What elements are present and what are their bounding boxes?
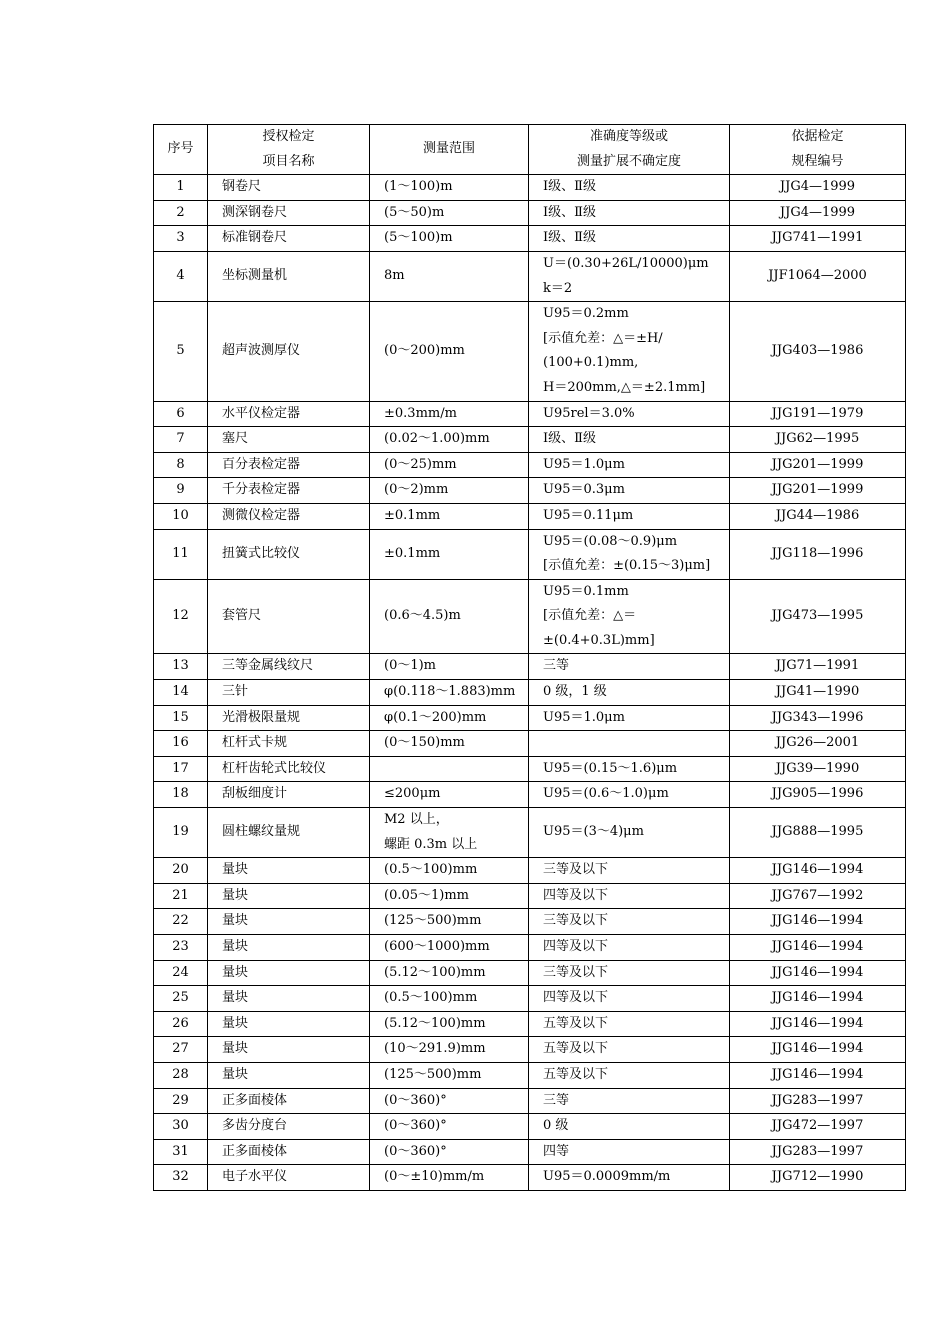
row-item: 量块 (208, 1011, 370, 1037)
row-accuracy (529, 503, 730, 529)
table-row (154, 529, 906, 579)
row-no: 19 (154, 808, 208, 858)
row-standard: JJG62—1995 (730, 427, 906, 453)
row-standard: JJG283—1997 (730, 1139, 906, 1165)
range-line: (0～360)° (384, 1118, 447, 1134)
row-standard: JJG146—1994 (730, 935, 906, 961)
header-standard-line: 依据检定 (791, 129, 844, 144)
row-no: 11 (154, 529, 208, 579)
row-standard: JJG712—1990 (730, 1165, 906, 1191)
row-accuracy (529, 200, 730, 226)
row-no: 26 (154, 1011, 208, 1037)
row-no: 10 (154, 503, 208, 529)
table-row (154, 654, 906, 680)
row-item: 量块 (208, 1037, 370, 1063)
header-range: 测量范围 (370, 125, 529, 175)
table-row (154, 705, 906, 731)
row-no: 9 (154, 478, 208, 504)
row-range (370, 529, 529, 579)
row-range (370, 478, 529, 504)
table-row (154, 175, 906, 201)
row-range (370, 731, 529, 757)
row-accuracy (529, 1114, 730, 1140)
table-row (154, 251, 906, 301)
row-item: 正多面棱体 (208, 1088, 370, 1114)
row-item: 光滑极限量规 (208, 705, 370, 731)
row-item: 电子水平仪 (208, 1165, 370, 1191)
row-accuracy (529, 909, 730, 935)
row-accuracy (529, 175, 730, 201)
table-row (154, 731, 906, 757)
table-row (154, 986, 906, 1012)
row-standard: JJG39—1990 (730, 756, 906, 782)
accuracy-line: U95rel＝3.0% (543, 405, 635, 421)
row-standard: JJG146—1994 (730, 960, 906, 986)
header-no: 序号 (154, 125, 208, 175)
header-row (154, 125, 906, 175)
row-item: 标准钢卷尺 (208, 226, 370, 252)
row-standard: JJG201—1999 (730, 452, 906, 478)
table-row (154, 478, 906, 504)
header-item-line: 项目名称 (262, 153, 315, 169)
row-range (370, 251, 529, 301)
accuracy-line: Ⅰ级、Ⅱ级 (543, 431, 596, 447)
table-row (154, 503, 906, 529)
row-item: 多齿分度台 (208, 1114, 370, 1140)
row-no: 32 (154, 1165, 208, 1191)
table-row (154, 883, 906, 909)
row-standard: JJG343—1996 (730, 705, 906, 731)
row-range (370, 909, 529, 935)
row-accuracy (529, 731, 730, 757)
row-range (370, 302, 529, 401)
row-range (370, 808, 529, 858)
row-range (370, 883, 529, 909)
row-item: 坐标测量机 (208, 251, 370, 301)
range-line: (0～25)mm (384, 456, 457, 472)
row-standard: JJG26—2001 (730, 731, 906, 757)
row-accuracy (529, 883, 730, 909)
header-accuracy-line: 准确度等级或 (589, 129, 668, 144)
row-range (370, 986, 529, 1012)
table-row (154, 302, 906, 401)
row-item: 量块 (208, 909, 370, 935)
row-range (370, 782, 529, 808)
accuracy-line: 三等 (543, 658, 570, 674)
accuracy-line: U95＝0.11μm (543, 507, 634, 523)
row-item: 量块 (208, 935, 370, 961)
table-row (154, 452, 906, 478)
table-row (154, 858, 906, 884)
accuracy-line: U95＝0.2mm (543, 306, 629, 322)
row-accuracy (529, 579, 730, 654)
range-line: (0～200)mm (384, 343, 465, 359)
accuracy-line: 三等及以下 (543, 862, 609, 878)
row-range (370, 858, 529, 884)
row-no: 15 (154, 705, 208, 731)
row-standard: JJG41—1990 (730, 680, 906, 706)
row-no: 28 (154, 1062, 208, 1088)
row-no: 22 (154, 909, 208, 935)
range-line: (0～1)m (384, 658, 437, 674)
row-item: 刮板细度计 (208, 782, 370, 808)
accuracy-line: 四等及以下 (543, 990, 609, 1006)
row-accuracy (529, 302, 730, 401)
row-item: 圆柱螺纹量规 (208, 808, 370, 858)
row-accuracy (529, 1165, 730, 1191)
table-row (154, 1114, 906, 1140)
row-range (370, 503, 529, 529)
row-no: 20 (154, 858, 208, 884)
row-standard: JJG146—1994 (730, 1011, 906, 1037)
range-line: (0～360)° (384, 1143, 447, 1159)
table-row (154, 1088, 906, 1114)
row-range (370, 175, 529, 201)
table-row (154, 579, 906, 654)
row-standard: JJF1064—2000 (730, 251, 906, 301)
accuracy-line: 五等及以下 (543, 1041, 609, 1057)
row-no: 6 (154, 401, 208, 427)
accuracy-line: 0 级 (543, 1118, 569, 1134)
row-item: 量块 (208, 858, 370, 884)
row-item: 量块 (208, 883, 370, 909)
range-line: (0.05～1)mm (384, 887, 470, 903)
row-item: 塞尺 (208, 427, 370, 453)
accuracy-line: 四等及以下 (543, 887, 609, 903)
row-range (370, 935, 529, 961)
row-no: 7 (154, 427, 208, 453)
row-range (370, 1088, 529, 1114)
range-line: (125～500)mm (384, 913, 482, 929)
row-standard: JJG767—1992 (730, 883, 906, 909)
row-accuracy (529, 251, 730, 301)
table-row (154, 427, 906, 453)
table-row (154, 935, 906, 961)
row-accuracy (529, 452, 730, 478)
row-range (370, 1062, 529, 1088)
row-item: 量块 (208, 986, 370, 1012)
accuracy-line: k＝2 (543, 280, 573, 296)
row-no: 1 (154, 175, 208, 201)
row-item: 杠杆式卡规 (208, 731, 370, 757)
row-accuracy (529, 529, 730, 579)
row-accuracy (529, 782, 730, 808)
range-line: (0.02～1.00)mm (384, 431, 490, 447)
row-accuracy (529, 986, 730, 1012)
row-item: 量块 (208, 960, 370, 986)
row-standard: JJG283—1997 (730, 1088, 906, 1114)
table-row (154, 808, 906, 858)
row-range (370, 680, 529, 706)
row-range (370, 1011, 529, 1037)
row-accuracy (529, 935, 730, 961)
row-accuracy (529, 680, 730, 706)
row-standard: JJG4—1999 (730, 200, 906, 226)
accuracy-line: 三等 (543, 1092, 570, 1108)
accuracy-line: U95＝0.3μm (543, 482, 625, 498)
table-row (154, 909, 906, 935)
range-line: (0.5～100)mm (384, 862, 478, 878)
row-accuracy (529, 1062, 730, 1088)
table-row (154, 1011, 906, 1037)
table-row (154, 1139, 906, 1165)
row-range (370, 756, 529, 782)
range-line: (0～150)mm (384, 735, 465, 751)
header-accuracy (529, 125, 730, 175)
row-no: 12 (154, 579, 208, 654)
table-body (154, 175, 906, 1191)
row-item: 百分表检定器 (208, 452, 370, 478)
row-range (370, 1037, 529, 1063)
range-line: (0～360)° (384, 1092, 447, 1108)
row-standard: JJG146—1994 (730, 1062, 906, 1088)
accuracy-line: U＝(0.30+26L/10000)μm (543, 255, 709, 271)
range-line: (5～100)m (384, 230, 453, 246)
row-accuracy (529, 1088, 730, 1114)
accuracy-line: 三等及以下 (543, 964, 609, 980)
range-line: (5.12～100)mm (384, 1015, 486, 1031)
row-item: 测深钢卷尺 (208, 200, 370, 226)
accuracy-line: [示值允差：±(0.15～3)μm] (543, 558, 711, 574)
row-accuracy (529, 960, 730, 986)
range-line: M2 以上， (384, 812, 449, 828)
row-item: 套管尺 (208, 579, 370, 654)
row-range (370, 1165, 529, 1191)
row-no: 13 (154, 654, 208, 680)
row-standard: JJG905—1996 (730, 782, 906, 808)
range-line: (0.6～4.5)m (384, 608, 461, 624)
table-row (154, 782, 906, 808)
accuracy-line: [示值允差：△＝ (543, 608, 637, 624)
accuracy-line: Ⅰ级、Ⅱ级 (543, 230, 596, 246)
row-no: 27 (154, 1037, 208, 1063)
range-line: (0～2)mm (384, 482, 449, 498)
row-no: 16 (154, 731, 208, 757)
row-range (370, 427, 529, 453)
row-range (370, 226, 529, 252)
row-standard: JJG146—1994 (730, 1037, 906, 1063)
row-no: 3 (154, 226, 208, 252)
row-item: 千分表检定器 (208, 478, 370, 504)
row-no: 14 (154, 680, 208, 706)
header-standard (730, 125, 906, 175)
range-line: (0.5～100)mm (384, 990, 478, 1006)
row-item: 扭簧式比较仪 (208, 529, 370, 579)
accuracy-line: U95＝(3～4)μm (543, 824, 644, 840)
accuracy-line: 四等 (543, 1143, 570, 1159)
accuracy-line: Ⅰ级、Ⅱ级 (543, 204, 596, 220)
row-standard: JJG146—1994 (730, 909, 906, 935)
row-no: 21 (154, 883, 208, 909)
accuracy-line: 三等及以下 (543, 913, 609, 929)
accuracy-line: [示值允差：△＝±H/ (543, 330, 663, 346)
table-row (154, 1165, 906, 1191)
range-line: (0～±10)mm/m (384, 1169, 485, 1185)
accuracy-line: U95＝1.0μm (543, 456, 625, 472)
table-row (154, 401, 906, 427)
row-accuracy (529, 226, 730, 252)
accuracy-line: U95＝(0.6～1.0)μm (543, 786, 669, 802)
row-range (370, 1139, 529, 1165)
row-accuracy (529, 1011, 730, 1037)
accuracy-line: H＝200mm,△＝±2.1mm] (543, 379, 706, 395)
range-line: φ(0.118～1.883)mm (384, 684, 516, 700)
row-standard: JJG741—1991 (730, 226, 906, 252)
row-no: 25 (154, 986, 208, 1012)
row-standard: JJG118—1996 (730, 529, 906, 579)
accuracy-line: U95＝(0.08～0.9)μm (543, 533, 678, 549)
row-item: 钢卷尺 (208, 175, 370, 201)
row-no: 5 (154, 302, 208, 401)
row-standard: JJG44—1986 (730, 503, 906, 529)
row-no: 8 (154, 452, 208, 478)
range-line: (125～500)mm (384, 1066, 482, 1082)
accuracy-line: U95＝0.0009mm/m (543, 1169, 671, 1185)
header-accuracy-line: 测量扩展不确定度 (576, 153, 681, 169)
row-standard: JJG473—1995 (730, 579, 906, 654)
row-accuracy (529, 654, 730, 680)
table-row (154, 1037, 906, 1063)
accuracy-line: 五等及以下 (543, 1015, 609, 1031)
table-row (154, 680, 906, 706)
accuracy-line: U95＝1.0μm (543, 709, 625, 725)
accuracy-line: Ⅰ级、Ⅱ级 (543, 179, 596, 195)
row-standard: JJG201—1999 (730, 478, 906, 504)
range-line: φ(0.1～200)mm (384, 709, 487, 725)
range-line: (5.12～100)mm (384, 964, 486, 980)
row-accuracy (529, 756, 730, 782)
header-standard-line: 规程编号 (791, 153, 844, 169)
row-no: 23 (154, 935, 208, 961)
accuracy-line: (100+0.1)mm, (543, 355, 639, 371)
range-line: (10～291.9)mm (384, 1041, 486, 1057)
range-line: ≤200μm (384, 786, 441, 802)
row-no: 31 (154, 1139, 208, 1165)
table-row (154, 226, 906, 252)
row-no: 29 (154, 1088, 208, 1114)
row-accuracy (529, 401, 730, 427)
row-standard: JJG472—1997 (730, 1114, 906, 1140)
range-line: 螺距 0.3m 以上 (384, 836, 478, 852)
header-item (208, 125, 370, 175)
table-row (154, 200, 906, 226)
row-accuracy (529, 808, 730, 858)
table-row (154, 1062, 906, 1088)
calibration-table (153, 124, 906, 1191)
row-no: 2 (154, 200, 208, 226)
accuracy-line: 0 级，1 级 (543, 684, 607, 700)
row-range (370, 579, 529, 654)
row-standard: JJG4—1999 (730, 175, 906, 201)
table-row (154, 960, 906, 986)
row-no: 4 (154, 251, 208, 301)
row-accuracy (529, 427, 730, 453)
row-item: 三针 (208, 680, 370, 706)
row-range (370, 654, 529, 680)
row-item: 量块 (208, 1062, 370, 1088)
range-line: ±0.3mm/m (384, 405, 457, 421)
range-line: (5～50)m (384, 204, 445, 220)
accuracy-line: ±(0.4+0.3L)mm] (543, 632, 655, 648)
row-accuracy (529, 1037, 730, 1063)
row-standard: JJG146—1994 (730, 986, 906, 1012)
row-range (370, 705, 529, 731)
row-item: 正多面棱体 (208, 1139, 370, 1165)
accuracy-line: 四等及以下 (543, 939, 609, 954)
accuracy-line: U95＝(0.15～1.6)μm (543, 760, 678, 776)
range-line: ±0.1mm (384, 545, 441, 561)
row-no: 30 (154, 1114, 208, 1140)
accuracy-line: 五等及以下 (543, 1066, 609, 1082)
range-line: ±0.1mm (384, 507, 441, 523)
table-row (154, 756, 906, 782)
row-standard: JJG191—1979 (730, 401, 906, 427)
row-no: 24 (154, 960, 208, 986)
row-item: 杠杆齿轮式比较仪 (208, 756, 370, 782)
range-line: (600～1000)mm (384, 939, 490, 954)
row-standard: JJG71—1991 (730, 654, 906, 680)
header-item-line: 授权检定 (262, 129, 315, 144)
row-no: 18 (154, 782, 208, 808)
row-standard: JJG888—1995 (730, 808, 906, 858)
row-range (370, 1114, 529, 1140)
row-standard: JJG146—1994 (730, 858, 906, 884)
row-no: 17 (154, 756, 208, 782)
range-line: 8m (384, 268, 405, 284)
row-accuracy (529, 478, 730, 504)
row-accuracy (529, 858, 730, 884)
row-item: 超声波测厚仪 (208, 302, 370, 401)
row-item: 水平仪检定器 (208, 401, 370, 427)
range-line: (1～100)m (384, 179, 453, 195)
row-item: 测微仪检定器 (208, 503, 370, 529)
row-accuracy (529, 1139, 730, 1165)
row-range (370, 960, 529, 986)
row-range (370, 452, 529, 478)
row-range (370, 200, 529, 226)
row-range (370, 401, 529, 427)
row-item: 三等金属线纹尺 (208, 654, 370, 680)
accuracy-line: U95＝0.1mm (543, 583, 629, 599)
row-standard: JJG403—1986 (730, 302, 906, 401)
row-accuracy (529, 705, 730, 731)
